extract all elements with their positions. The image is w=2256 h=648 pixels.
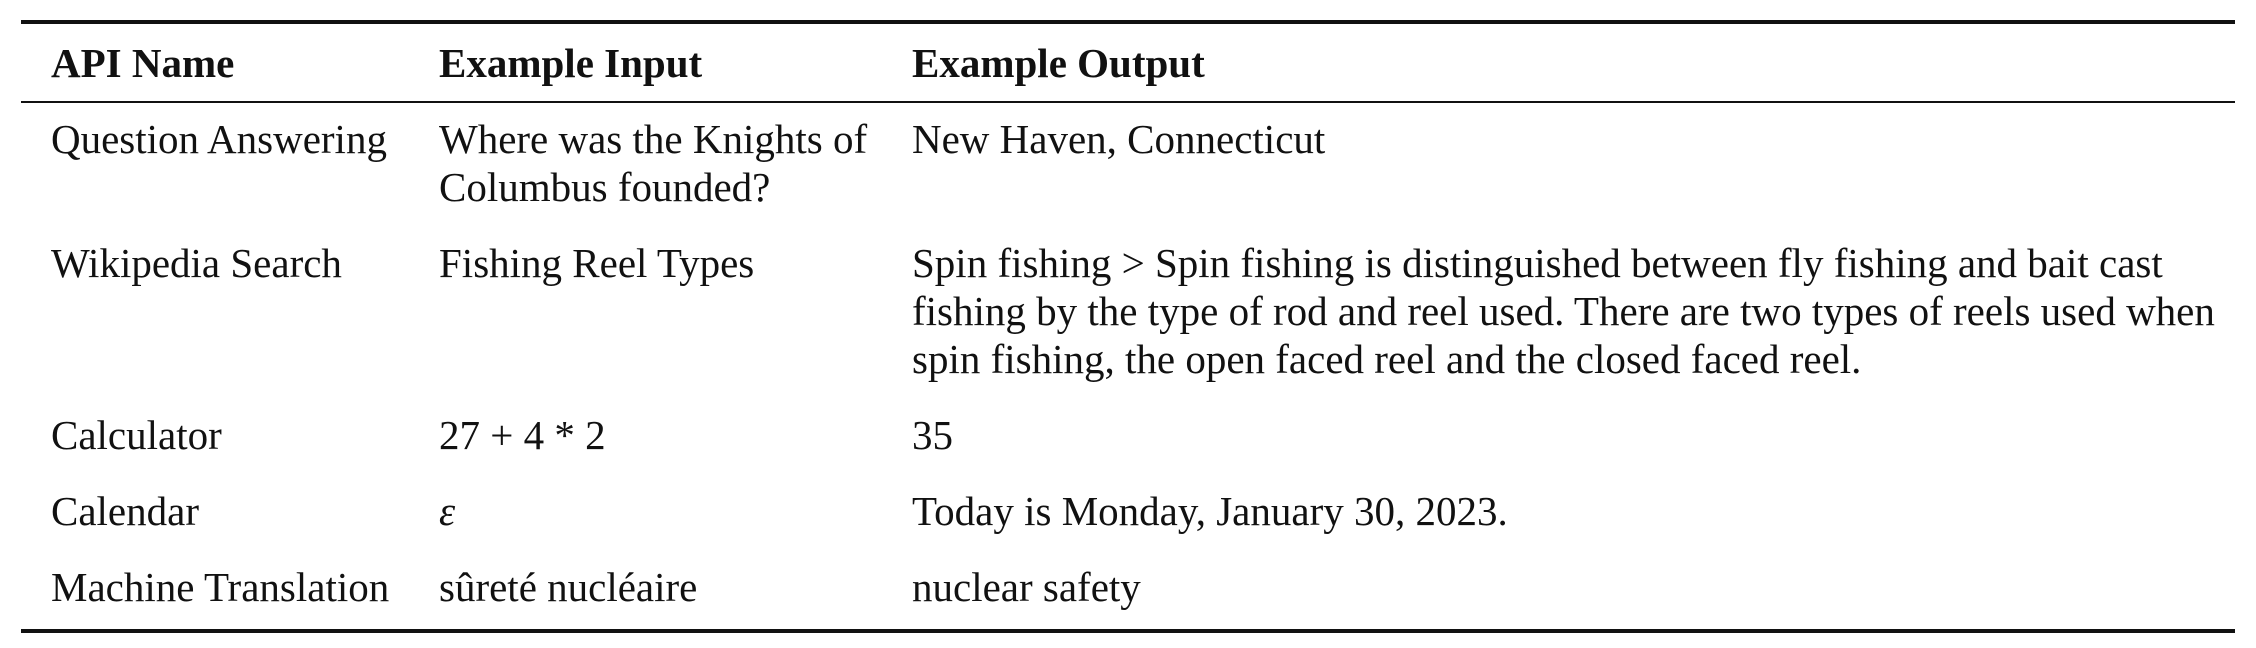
header-example-input: Example Input: [439, 40, 703, 86]
header-api-name: API Name: [51, 40, 235, 86]
example-output-cell: New Haven, Connecticut: [912, 116, 1326, 162]
table-row: [21, 475, 2235, 551]
api-examples-table: [21, 20, 2235, 633]
api-name-cell: Question Answering: [51, 116, 387, 162]
example-output-cell: 35: [912, 412, 953, 458]
example-input-cell: Fishing Reel Types: [439, 240, 755, 286]
api-name-cell: Machine Translation: [51, 564, 390, 610]
api-name-cell: Calendar: [51, 488, 199, 534]
bottom-rule: [21, 629, 2235, 633]
table-row: [21, 551, 2235, 629]
table-row: [21, 103, 2235, 227]
table-row: [21, 227, 2235, 399]
api-name-cell: Wikipedia Search: [51, 240, 342, 286]
header-row: [21, 24, 2235, 101]
header-example-output: Example Output: [912, 40, 1205, 86]
example-input-cell: ε: [439, 488, 456, 534]
table: [21, 24, 2235, 101]
example-output-cell: nuclear safety: [912, 564, 1141, 610]
example-output-cell: Today is Monday, January 30, 2023.: [912, 488, 1508, 534]
example-input-cell: sûreté nucléaire: [439, 564, 698, 610]
example-input-cell: Where was the Knights of Columbus founded?: [439, 116, 868, 210]
api-name-cell: Calculator: [51, 412, 222, 458]
table-body: [21, 103, 2235, 629]
example-input-cell: 27 + 4 * 2: [439, 412, 606, 458]
example-output-cell: Spin fishing > Spin fishing is distinguished between fly fishing and bait cast fishing by the type of rod and reel used. There are two types of reels used when spin fishing, the open faced reel and the closed faced reel.: [912, 240, 2215, 382]
table-row: [21, 399, 2235, 475]
